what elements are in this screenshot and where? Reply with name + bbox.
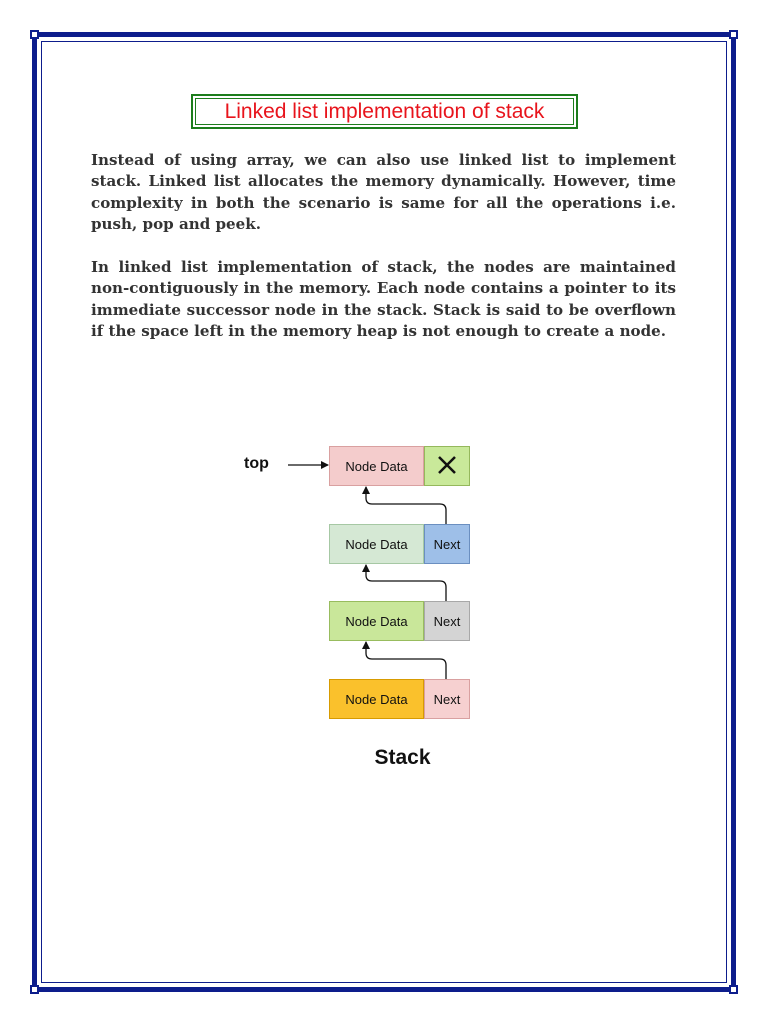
node-1-data: Node Data xyxy=(329,446,424,486)
node-2-pointer: Next xyxy=(424,524,470,564)
node-4-pointer: Next xyxy=(424,679,470,719)
next-arrow-2-to-1 xyxy=(366,487,446,524)
diagram-caption: Stack xyxy=(374,746,431,769)
next-arrow-4-to-3 xyxy=(366,642,446,679)
node-2-data: Node Data xyxy=(329,524,424,564)
node-4-data: Node Data xyxy=(329,679,424,719)
node-3-pointer: Next xyxy=(424,601,470,641)
paragraph-1: Instead of using array, we can also use linked list to implement stack. Linked list allocates the memory dynamically. However, time complexity in both the scenario is same for all the operations i.e. push, pop and peek. xyxy=(91,151,676,233)
node-3-data: Node Data xyxy=(329,601,424,641)
paragraph-2: In linked list implementation of stack, the nodes are maintained non-contiguously in the memory. Each node contains a pointer to its immediate successor node in the stack. Stack is said to be overflown if the space left in the memory heap is not enough to create a node. xyxy=(91,258,676,340)
next-arrow-3-to-2 xyxy=(366,565,446,601)
page-title: Linked list implementation of stack xyxy=(195,98,574,125)
top-pointer-label: top xyxy=(244,455,269,472)
